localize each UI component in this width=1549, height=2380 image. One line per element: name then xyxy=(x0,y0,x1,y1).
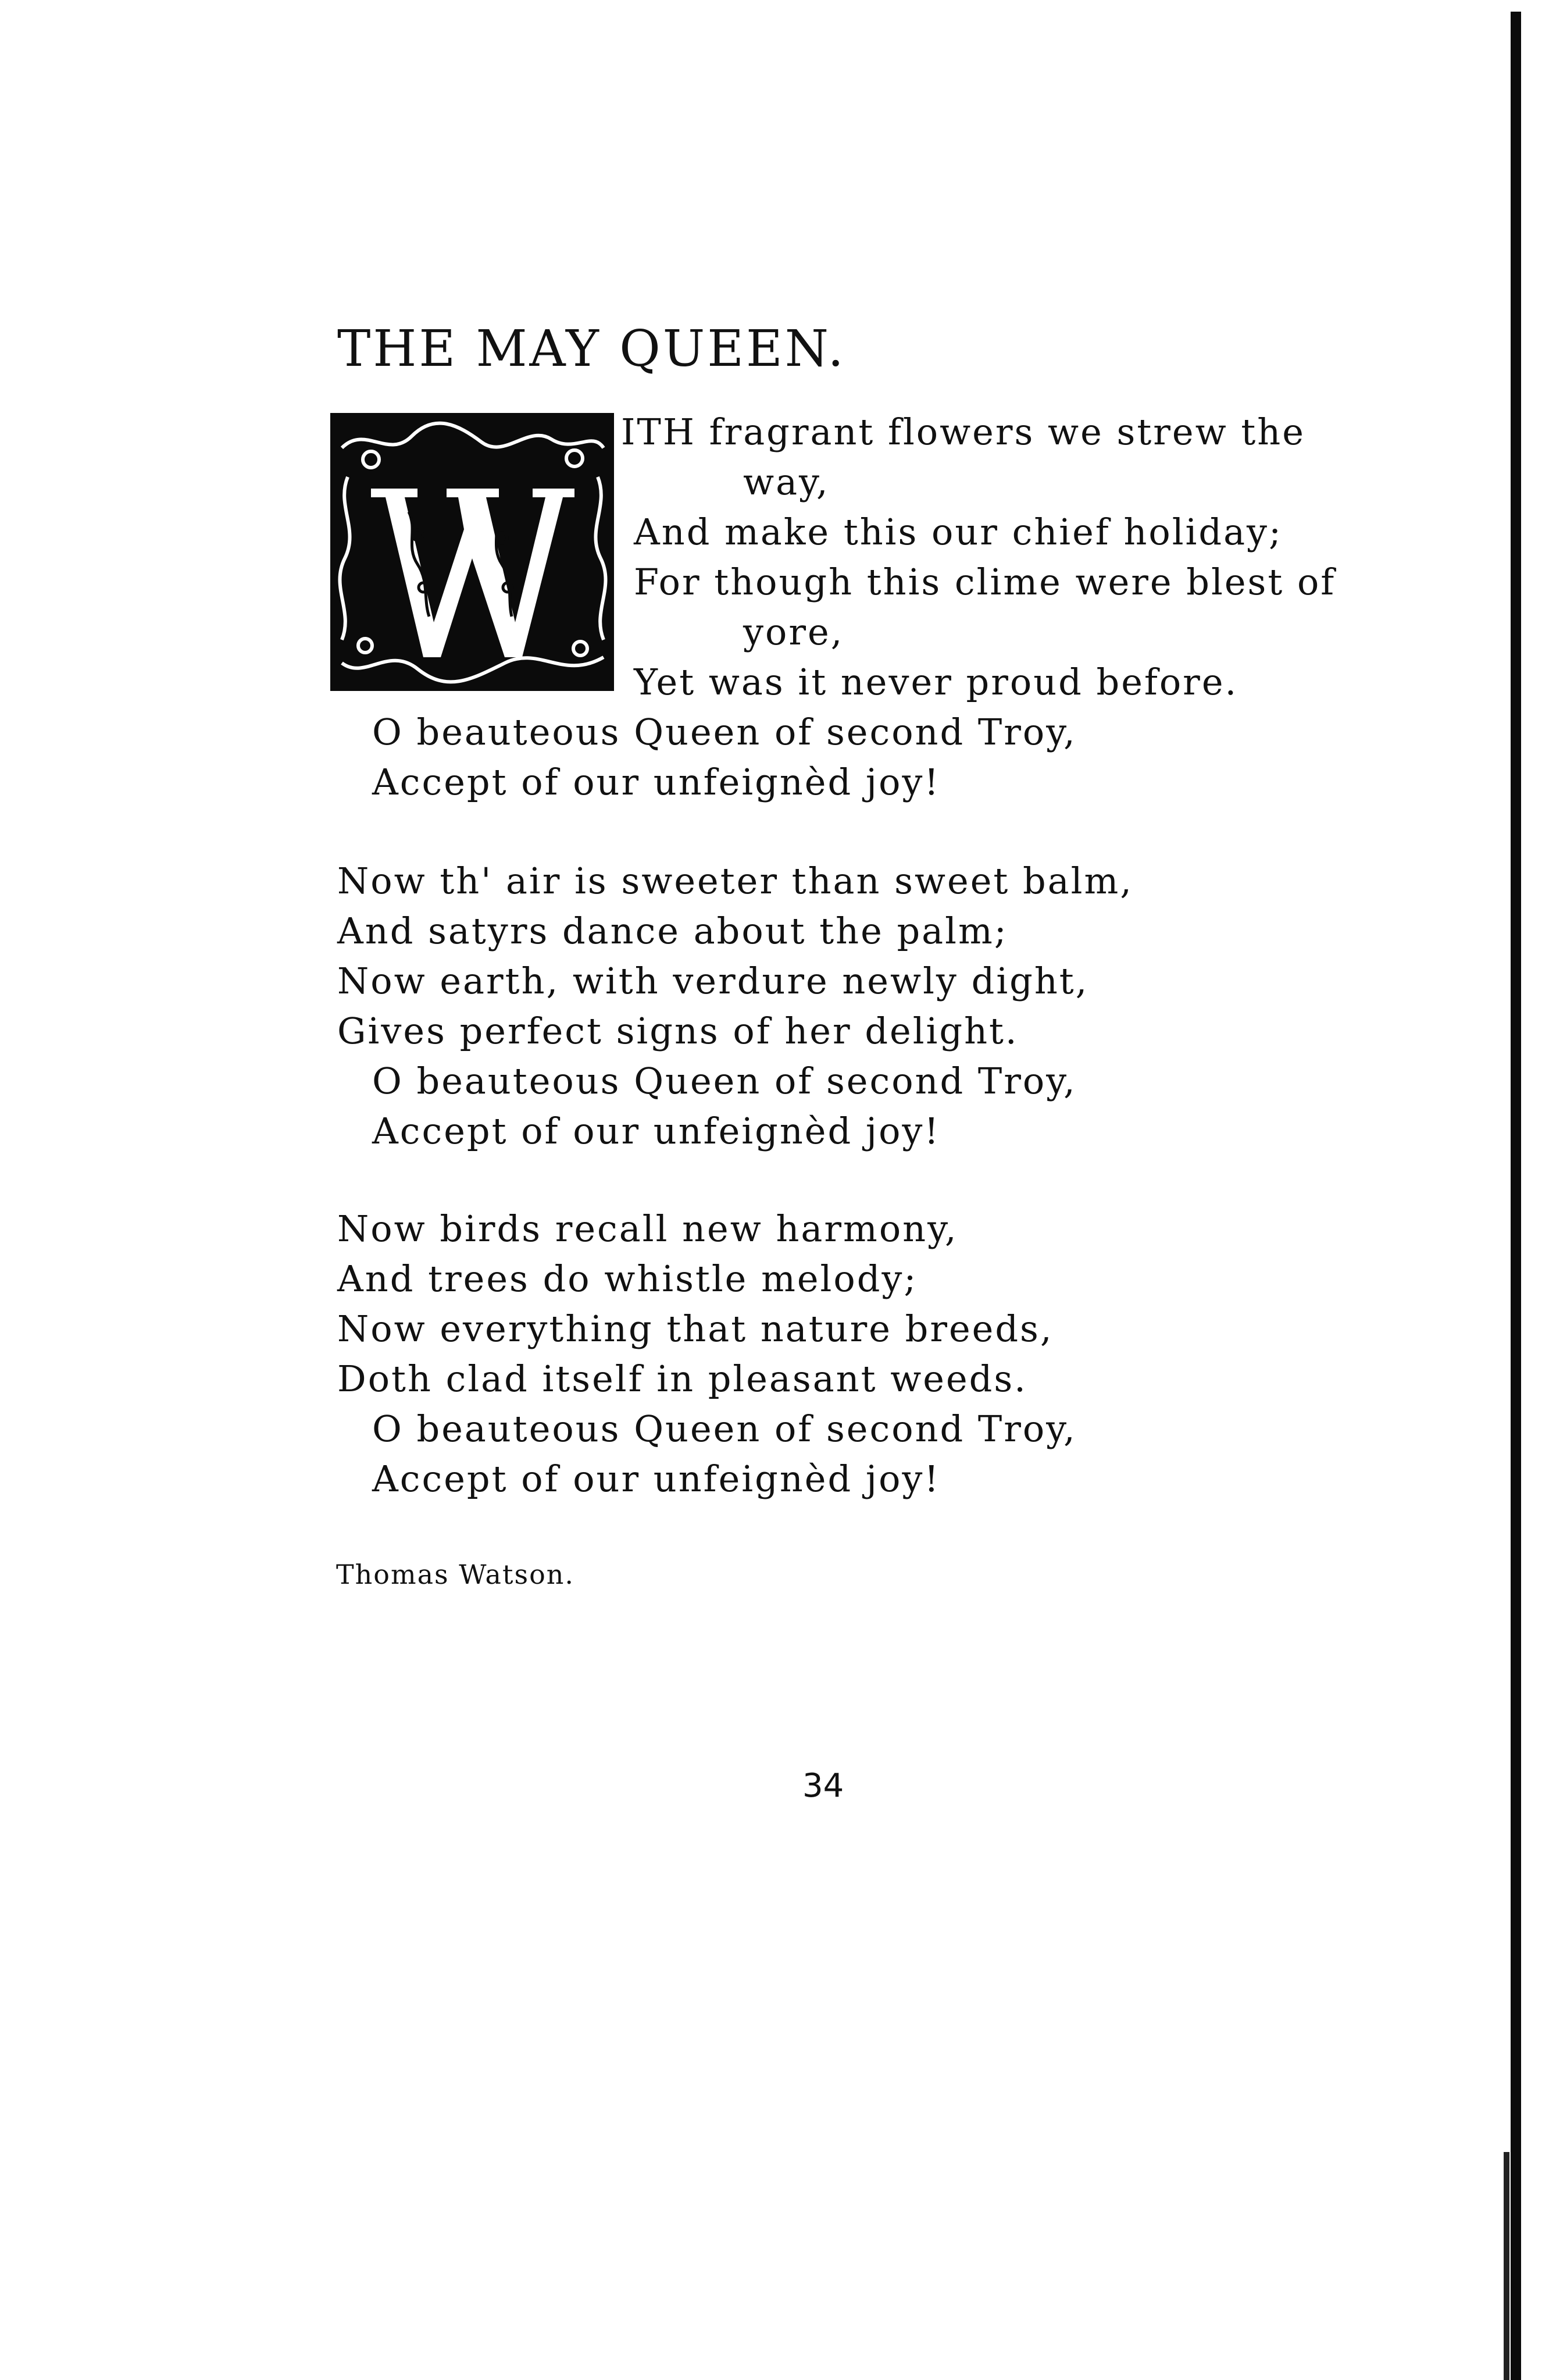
poem-line: For though this clime were blest of xyxy=(634,561,1336,603)
poem-line: And satyrs dance about the palm; xyxy=(337,910,1008,952)
page-binding-edge xyxy=(1511,12,1521,2380)
poem-line: Doth clad itself in pleasant weeds. xyxy=(337,1358,1027,1400)
decorated-initial-letter xyxy=(330,413,614,691)
poem-line: yore, xyxy=(743,611,844,653)
page-binding-edge-shadow xyxy=(1504,2152,1509,2380)
poem-line: Now everything that nature breeds, xyxy=(337,1307,1054,1350)
ornamental-w-icon xyxy=(330,413,614,691)
poem-line: Now th' air is sweeter than sweet balm, xyxy=(337,860,1133,902)
poem-line: ITH fragrant flowers we strew the xyxy=(621,411,1305,453)
poem-refrain-line: O beauteous Queen of second Troy, xyxy=(372,1060,1077,1102)
poem-refrain-line: O beauteous Queen of second Troy, xyxy=(372,1408,1077,1450)
poem-refrain-line: Accept of our unfeignèd joy! xyxy=(372,1110,941,1152)
poem-line: Now birds recall new harmony, xyxy=(337,1207,958,1250)
poem-refrain-line: Accept of our unfeignèd joy! xyxy=(372,761,941,803)
poem-line: Now earth, with verdure newly dight, xyxy=(337,960,1089,1002)
poem-line: Gives perfect signs of her delight. xyxy=(337,1010,1019,1052)
poem-refrain-line: Accept of our unfeignèd joy! xyxy=(372,1458,941,1500)
poem-refrain-line: O beauteous Queen of second Troy, xyxy=(372,711,1077,753)
page-number: 34 xyxy=(802,1767,844,1805)
poem-attribution: Thomas Watson. xyxy=(336,1559,575,1590)
poem-line: And make this our chief holiday; xyxy=(634,511,1283,553)
poem-line: way, xyxy=(743,461,830,503)
poem-line: And trees do whistle melody; xyxy=(337,1257,918,1300)
poem-title: THE MAY QUEEN. xyxy=(337,320,846,378)
poem-line: Yet was it never proud before. xyxy=(634,661,1239,703)
